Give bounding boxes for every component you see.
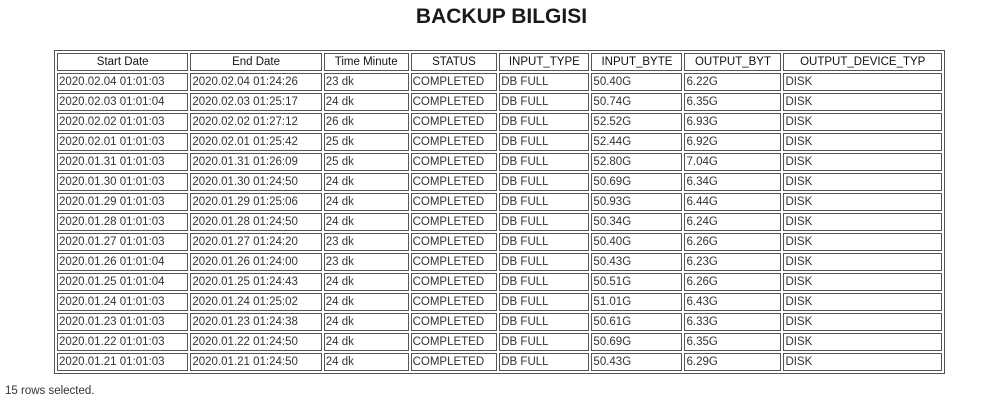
input-type-cell: DB FULL — [499, 233, 589, 251]
input-byte-cell: 52.44G — [591, 133, 682, 151]
table-header-row — [57, 53, 942, 71]
column-header-input-type: INPUT_TYPE — [499, 53, 589, 71]
input-byte-cell: 52.52G — [591, 113, 682, 131]
start-date-cell: 2020.01.23 01:01:03 — [57, 313, 188, 331]
column-header-input-byte: INPUT_BYTE — [591, 53, 682, 71]
table-row — [57, 153, 942, 171]
time-minute-cell: 24 dk — [324, 193, 409, 211]
output-byte-cell: 6.44G — [684, 193, 781, 211]
status-cell: COMPLETED — [411, 353, 498, 371]
output-device-type-cell: DISK — [783, 133, 942, 151]
input-byte-cell: 50.43G — [591, 353, 682, 371]
input-type-cell: DB FULL — [499, 193, 589, 211]
end-date-cell: 2020.01.23 01:24:38 — [190, 313, 321, 331]
table-row — [57, 273, 942, 291]
column-header-status: STATUS — [411, 53, 498, 71]
output-device-type-cell: DISK — [783, 353, 942, 371]
time-minute-cell: 24 dk — [324, 293, 409, 311]
output-byte-cell: 6.26G — [684, 233, 781, 251]
input-byte-cell: 50.74G — [591, 93, 682, 111]
end-date-cell: 2020.01.25 01:24:43 — [190, 273, 321, 291]
input-byte-cell: 52.80G — [591, 153, 682, 171]
output-byte-cell: 6.43G — [684, 293, 781, 311]
input-byte-cell: 50.43G — [591, 253, 682, 271]
table-row — [57, 113, 942, 131]
table-row — [57, 93, 942, 111]
status-cell: COMPLETED — [411, 153, 498, 171]
input-type-cell: DB FULL — [499, 173, 589, 191]
column-header-time-minute: Time Minute — [324, 53, 409, 71]
input-type-cell: DB FULL — [499, 73, 589, 91]
input-type-cell: DB FULL — [499, 153, 589, 171]
end-date-cell: 2020.01.22 01:24:50 — [190, 333, 321, 351]
status-cell: COMPLETED — [411, 173, 498, 191]
start-date-cell: 2020.01.31 01:01:03 — [57, 153, 188, 171]
status-cell: COMPLETED — [411, 113, 498, 131]
end-date-cell: 2020.01.27 01:24:20 — [190, 233, 321, 251]
table-row — [57, 193, 942, 211]
time-minute-cell: 24 dk — [324, 273, 409, 291]
input-type-cell: DB FULL — [499, 113, 589, 131]
status-cell: COMPLETED — [411, 233, 498, 251]
output-byte-cell: 6.34G — [684, 173, 781, 191]
table-row — [57, 233, 942, 251]
output-device-type-cell: DISK — [783, 313, 942, 331]
status-cell: COMPLETED — [411, 93, 498, 111]
input-type-cell: DB FULL — [499, 333, 589, 351]
status-cell: COMPLETED — [411, 273, 498, 291]
status-cell: COMPLETED — [411, 313, 498, 331]
column-header-output-byte: OUTPUT_BYT — [684, 53, 781, 71]
input-type-cell: DB FULL — [499, 93, 589, 111]
column-header-end-date: End Date — [190, 53, 321, 71]
end-date-cell: 2020.02.02 01:27:12 — [190, 113, 321, 131]
output-device-type-cell: DISK — [783, 253, 942, 271]
start-date-cell: 2020.01.22 01:01:03 — [57, 333, 188, 351]
output-device-type-cell: DISK — [783, 93, 942, 111]
input-byte-cell: 50.69G — [591, 173, 682, 191]
table-row — [57, 213, 942, 231]
status-cell: COMPLETED — [411, 73, 498, 91]
table-row — [57, 133, 942, 151]
end-date-cell: 2020.02.01 01:25:42 — [190, 133, 321, 151]
start-date-cell: 2020.01.27 01:01:03 — [57, 233, 188, 251]
status-cell: COMPLETED — [411, 253, 498, 271]
start-date-cell: 2020.02.04 01:01:03 — [57, 73, 188, 91]
input-type-cell: DB FULL — [499, 293, 589, 311]
input-type-cell: DB FULL — [499, 273, 589, 291]
output-byte-cell: 6.33G — [684, 313, 781, 331]
output-device-type-cell: DISK — [783, 293, 942, 311]
output-byte-cell: 6.26G — [684, 273, 781, 291]
output-byte-cell: 7.04G — [684, 153, 781, 171]
status-cell: COMPLETED — [411, 193, 498, 211]
input-type-cell: DB FULL — [499, 313, 589, 331]
end-date-cell: 2020.01.31 01:26:09 — [190, 153, 321, 171]
output-device-type-cell: DISK — [783, 153, 942, 171]
table-row — [57, 353, 942, 371]
output-device-type-cell: DISK — [783, 113, 942, 131]
time-minute-cell: 24 dk — [324, 353, 409, 371]
status-cell: COMPLETED — [411, 133, 498, 151]
start-date-cell: 2020.01.29 01:01:03 — [57, 193, 188, 211]
output-byte-cell: 6.35G — [684, 333, 781, 351]
time-minute-cell: 24 dk — [324, 213, 409, 231]
time-minute-cell: 23 dk — [324, 253, 409, 271]
start-date-cell: 2020.01.30 01:01:03 — [57, 173, 188, 191]
input-type-cell: DB FULL — [499, 133, 589, 151]
output-device-type-cell: DISK — [783, 213, 942, 231]
table-body — [57, 73, 942, 371]
page-title: BACKUP BILGISI — [415, 5, 588, 28]
input-byte-cell: 51.01G — [591, 293, 682, 311]
table-row — [57, 73, 942, 91]
input-type-cell: DB FULL — [499, 253, 589, 271]
output-byte-cell: 6.35G — [684, 93, 781, 111]
time-minute-cell: 23 dk — [324, 233, 409, 251]
output-byte-cell: 6.93G — [684, 113, 781, 131]
time-minute-cell: 24 dk — [324, 173, 409, 191]
input-type-cell: DB FULL — [499, 353, 589, 371]
time-minute-cell: 24 dk — [324, 93, 409, 111]
start-date-cell: 2020.01.21 01:01:03 — [57, 353, 188, 371]
start-date-cell: 2020.01.26 01:01:04 — [57, 253, 188, 271]
start-date-cell: 2020.02.01 01:01:03 — [57, 133, 188, 151]
output-byte-cell: 6.92G — [684, 133, 781, 151]
backup-table — [54, 50, 945, 374]
output-device-type-cell: DISK — [783, 233, 942, 251]
start-date-cell: 2020.02.03 01:01:04 — [57, 93, 188, 111]
end-date-cell: 2020.01.28 01:24:50 — [190, 213, 321, 231]
output-byte-cell: 6.29G — [684, 353, 781, 371]
output-device-type-cell: DISK — [783, 173, 942, 191]
end-date-cell: 2020.01.21 01:24:50 — [190, 353, 321, 371]
table-row — [57, 293, 942, 311]
time-minute-cell: 24 dk — [324, 333, 409, 351]
start-date-cell: 2020.02.02 01:01:03 — [57, 113, 188, 131]
end-date-cell: 2020.01.24 01:25:02 — [190, 293, 321, 311]
input-byte-cell: 50.93G — [591, 193, 682, 211]
status-cell: COMPLETED — [411, 333, 498, 351]
column-header-output-device-type: OUTPUT_DEVICE_TYP — [783, 53, 942, 71]
input-byte-cell: 50.34G — [591, 213, 682, 231]
output-byte-cell: 6.23G — [684, 253, 781, 271]
input-type-cell: DB FULL — [499, 213, 589, 231]
status-cell: COMPLETED — [411, 213, 498, 231]
output-device-type-cell: DISK — [783, 193, 942, 211]
input-byte-cell: 50.51G — [591, 273, 682, 291]
status-cell: COMPLETED — [411, 293, 498, 311]
time-minute-cell: 23 dk — [324, 73, 409, 91]
end-date-cell: 2020.02.03 01:25:17 — [190, 93, 321, 111]
output-device-type-cell: DISK — [783, 273, 942, 291]
start-date-cell: 2020.01.25 01:01:04 — [57, 273, 188, 291]
output-device-type-cell: DISK — [783, 333, 942, 351]
start-date-cell: 2020.01.28 01:01:03 — [57, 213, 188, 231]
end-date-cell: 2020.01.29 01:25:06 — [190, 193, 321, 211]
column-header-start-date: Start Date — [57, 53, 188, 71]
input-byte-cell: 50.40G — [591, 73, 682, 91]
output-device-type-cell: DISK — [783, 73, 942, 91]
time-minute-cell: 26 dk — [324, 113, 409, 131]
output-byte-cell: 6.24G — [684, 213, 781, 231]
table-row — [57, 333, 942, 351]
time-minute-cell: 24 dk — [324, 313, 409, 331]
end-date-cell: 2020.01.30 01:24:50 — [190, 173, 321, 191]
table-row — [57, 253, 942, 271]
time-minute-cell: 25 dk — [324, 133, 409, 151]
input-byte-cell: 50.69G — [591, 333, 682, 351]
end-date-cell: 2020.01.26 01:24:00 — [190, 253, 321, 271]
output-byte-cell: 6.22G — [684, 73, 781, 91]
table-row — [57, 173, 942, 191]
rows-selected-note: 15 rows selected. — [5, 385, 95, 397]
table-row — [57, 313, 942, 331]
start-date-cell: 2020.01.24 01:01:03 — [57, 293, 188, 311]
time-minute-cell: 25 dk — [324, 153, 409, 171]
input-byte-cell: 50.40G — [591, 233, 682, 251]
end-date-cell: 2020.02.04 01:24:26 — [190, 73, 321, 91]
input-byte-cell: 50.61G — [591, 313, 682, 331]
